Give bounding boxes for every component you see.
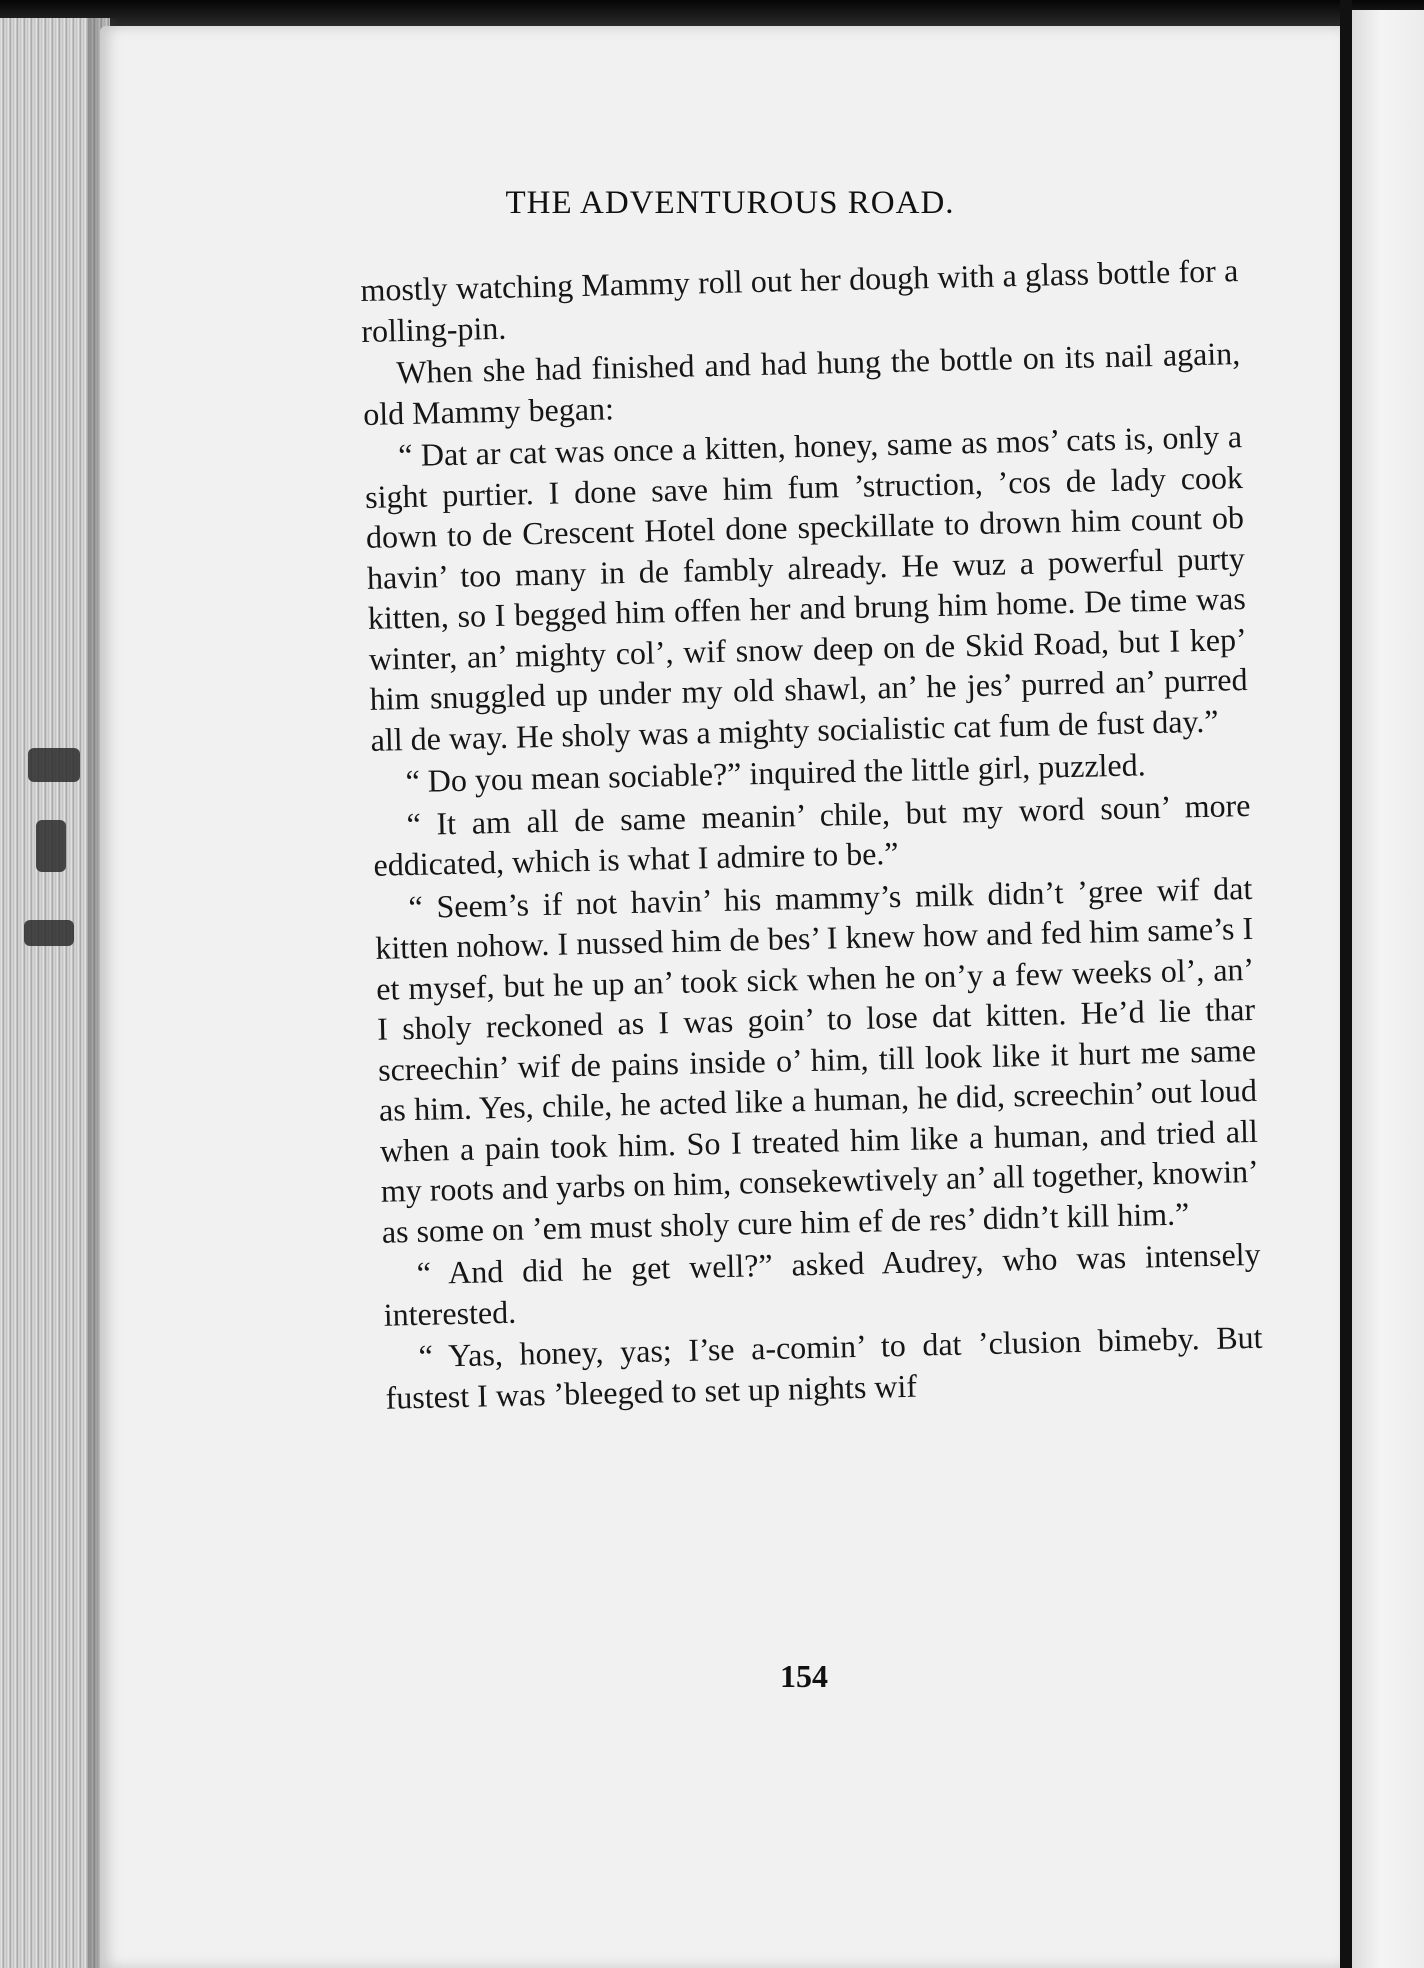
edge-ink-mark [36, 820, 66, 872]
paragraph: “ And did he get well?” asked Audrey, who was intensely interested. [383, 1235, 1261, 1333]
body-text [360, 250, 1264, 1420]
edge-ink-mark [28, 748, 80, 782]
paragraph: “ Dat ar cat was once a kitten, honey, same as mos’ cats is, only a sight purtier. I done save him fum ’struction, ’cos de lady cook down to de Crescent Hotel done speckillate to drown him count ob havin’ too many in de fambly already. He wuz a powerful purty kitten, so I begged him offen her and brung him home. De time was winter, an’ mighty col’, wif snow deep on de Skid Road, but I kep’ him snuggled up under my old shawl, an’ he jes’ purred an’ purred all de way. He sholy was a mighty socialistic cat fum de fust day.” [364, 418, 1248, 758]
scan-top-border [0, 0, 1424, 26]
paragraph: “ Seem’s if not havin’ his mammy’s milk didn’t ’gree wif dat kitten nohow. I nussed him de bes’ I knew how and fed him same’s I et mysef, but he up an’ took sick when he on’y a few weeks ol’, an’ I sholy reckoned as I was goin’ to lose dat kitten. He’d lie thar screechin’ wif de pains inside o’ him, till look like it hurt me same as him. Yes, chile, he acted like a human, he did, screechin’ out loud when a pain took him. So I treated him like a human, and tried all my roots and yarbs on him, consekewtively an’ all together, knowin’ as some on ’em must sholy cure him ef de res’ didn’t kill him.” [374, 869, 1260, 1250]
running-header: THE ADVENTUROUS ROAD. [505, 185, 955, 221]
paragraph: When she had finished and had hung the bottle on its nail again, old Mammy began: [362, 335, 1241, 432]
paragraph: “ It am all de same meanin’ chile, but my word soun’ more eddicated, which is what I admire to be.” [373, 786, 1251, 883]
paragraph: mostly watching Mammy roll out her dough with a glass bottle for a rolling-pin. [360, 252, 1239, 349]
page-number: 154 [780, 1658, 828, 1694]
paragraph: “ Yas, honey, yas; I’se a-comin’ to dat ’clusion bimeby. But fustest I was ’bleeged to set up nights wif [385, 1318, 1263, 1416]
edge-ink-mark [24, 920, 74, 946]
paragraph: “ Do you mean sociable?” inquired the little girl, puzzled. [405, 746, 1147, 800]
